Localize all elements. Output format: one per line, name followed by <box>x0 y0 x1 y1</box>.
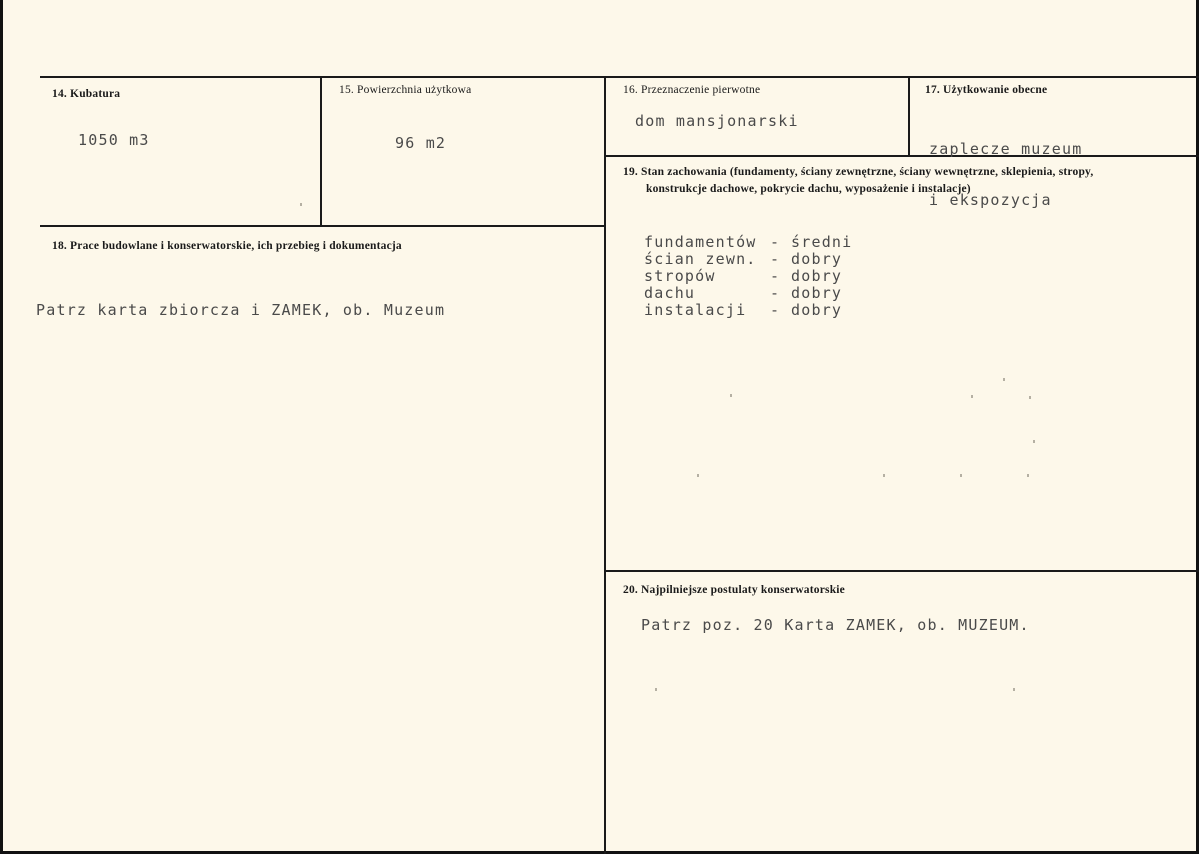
divider-16-17 <box>908 76 910 156</box>
stan-label <box>623 164 1093 198</box>
powierzchnia-value: 96 m2 <box>395 134 447 152</box>
stan-item-3-dash: - <box>770 267 781 285</box>
paper-speck <box>697 474 699 477</box>
stan-item-4-element: dachu <box>644 284 696 302</box>
stan-item-4-condition: dobry <box>791 284 843 302</box>
stan-item-5-element: instalacji <box>644 301 747 319</box>
paper-speck <box>300 203 302 206</box>
stan-item-3-element: stropów <box>644 267 716 285</box>
stan-item-5-condition: dobry <box>791 301 843 319</box>
kubatura-value: 1050 m3 <box>78 131 150 149</box>
stan-item-2-element: ścian zewn. <box>644 250 757 268</box>
stan-item-1-condition: średni <box>791 233 853 251</box>
stan-item-4-dash: - <box>770 284 781 302</box>
paper-speck <box>1003 378 1005 381</box>
postulaty-value: Patrz poz. 20 Karta ZAMEK, ob. MUZEUM. <box>641 616 1030 634</box>
paper-speck <box>1033 440 1035 443</box>
paper-speck <box>1013 688 1015 691</box>
postulaty-label: 20. Najpilniejsze postulaty konserwatorskie <box>623 584 845 596</box>
przeznaczenie-value: dom mansjonarski <box>635 112 799 130</box>
top-rule <box>40 76 1199 78</box>
stan-item-2-dash: - <box>770 250 781 268</box>
divider-left-right <box>604 76 606 854</box>
paper-speck <box>1027 474 1029 477</box>
paper-speck <box>730 394 732 397</box>
rule-above-20 <box>604 570 1199 572</box>
stan-label-line-1: 19. Stan zachowania (fundamenty, ściany zewnętrzne, ściany wewnętrzne, sklepienia, stropy, <box>623 166 1094 178</box>
kubatura-label: 14. Kubatura <box>52 88 121 100</box>
uzytkowanie-label: 17. Użytkowanie obecne <box>925 84 1048 96</box>
przeznaczenie-label: 16. Przeznaczenie pierwotne <box>623 84 761 96</box>
uzytkowanie-line-1: zaplecze muzeum <box>929 140 1083 158</box>
prace-value: Patrz karta zbiorcza i ZAMEK, ob. Muzeum <box>36 301 446 319</box>
rule-under-14-15 <box>40 225 606 227</box>
prace-label: 18. Prace budowlane i konserwatorskie, ich przebieg i dokumentacja <box>52 240 402 252</box>
paper-speck <box>883 474 885 477</box>
rule-under-16-17 <box>604 155 1199 157</box>
stan-item-1-dash: - <box>770 233 781 251</box>
uzytkowanie-line-2: i ekspozycja <box>929 191 1052 209</box>
paper-speck <box>960 474 962 477</box>
paper-speck <box>1029 396 1031 399</box>
divider-14-15 <box>320 76 322 226</box>
stan-item-2-condition: dobry <box>791 250 843 268</box>
stan-item-3-condition: dobry <box>791 267 843 285</box>
stan-item-1-element: fundamentów <box>644 233 757 251</box>
stan-item-5-dash: - <box>770 301 781 319</box>
paper-speck <box>655 688 657 691</box>
stan-label-line-2: konstrukcje dachowe, pokrycie dachu, wyposażenie i instalacje) <box>646 183 971 195</box>
paper-speck <box>971 395 973 398</box>
powierzchnia-label: 15. Powierzchnia użytkowa <box>339 84 472 96</box>
